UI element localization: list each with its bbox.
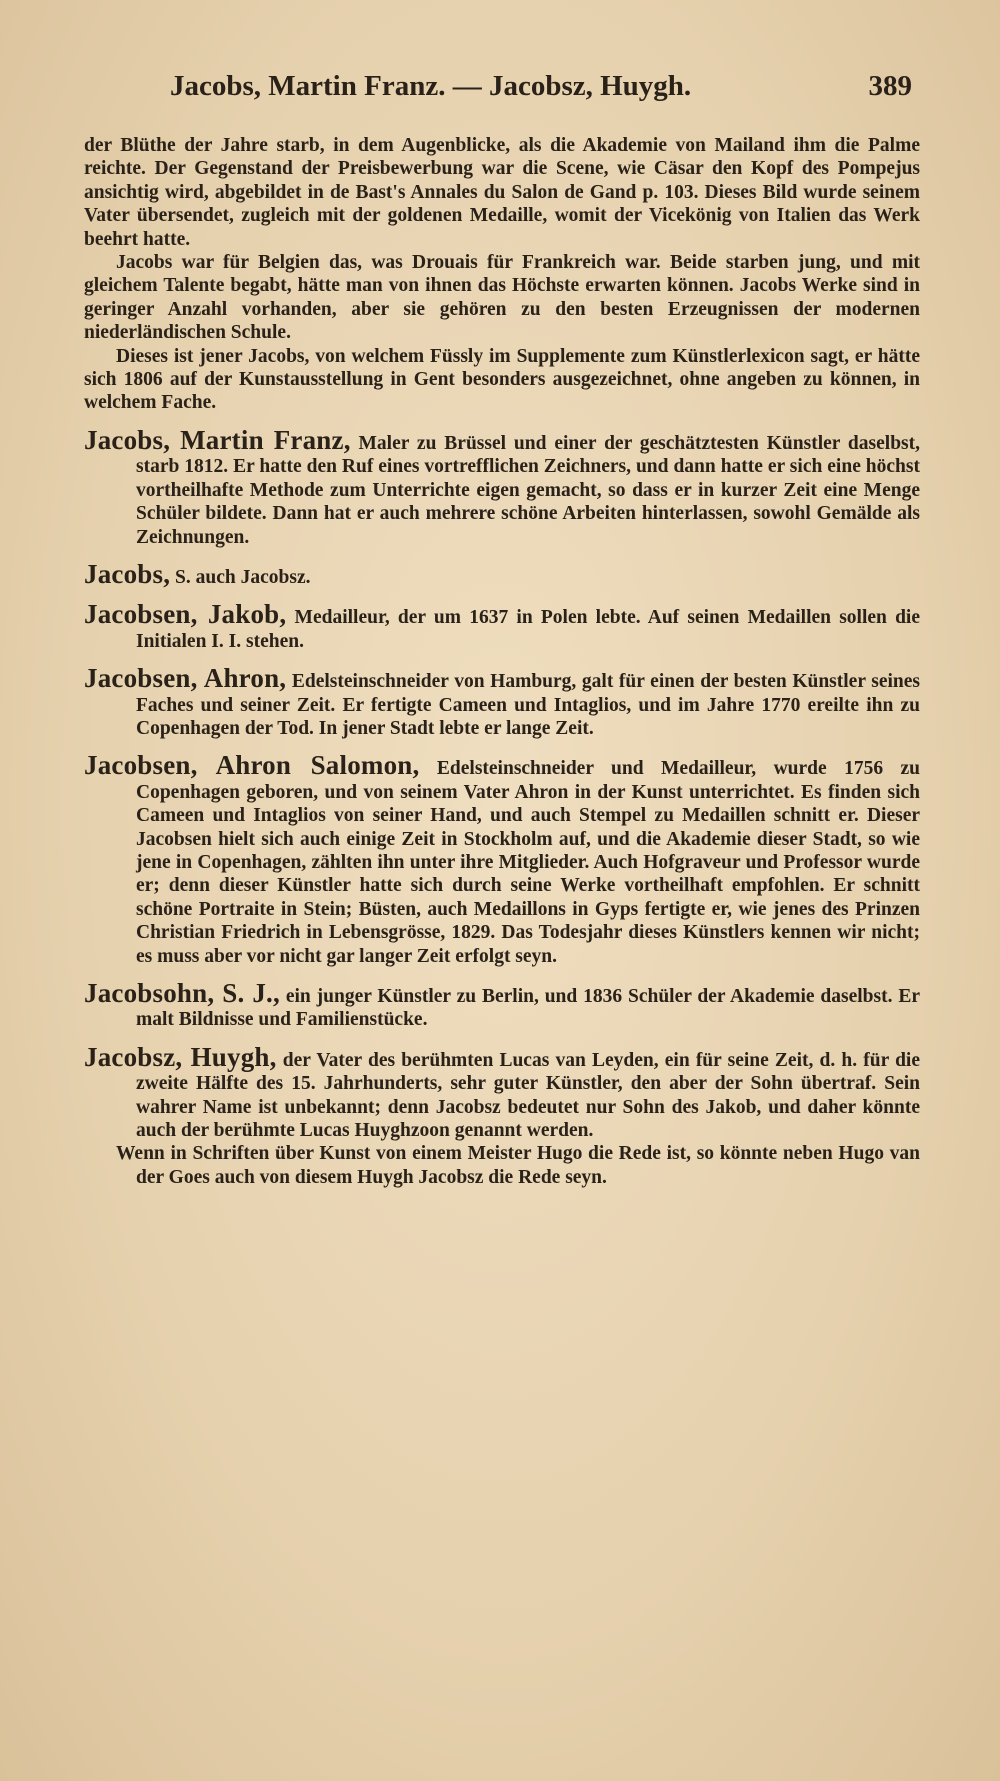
entry-headword: Jacobsen, Ahron Salomon, xyxy=(84,750,420,781)
running-head: Jacobs, Martin Franz. — Jacobsz, Huygh. xyxy=(170,70,692,102)
entry-jacobsohn xyxy=(84,978,920,1032)
entry-headword: Jacobsen, Ahron, xyxy=(84,663,287,694)
entry-jacobs-see-also xyxy=(84,558,920,589)
entry-headword: Jacobs, Martin Franz, xyxy=(84,424,351,455)
entry-jacobsen-jakob xyxy=(84,599,920,653)
entry-jacobsen-ahron-salomon xyxy=(84,750,920,968)
entry-text: Edelsteinschneider von Hamburg, galt für einen der besten Künstler seines Faches und seiner Zeit. Er fertigte Cameen und Intaglios, und im Jahre 1770 ereilte ihn zu Copenhagen der Tod. In jener Stadt lebte er lange Zeit. xyxy=(136,671,920,739)
entry-text: Edelsteinschneider und Medailleur, wurde 1756 zu Copenhagen geboren, und von seinem Vater Ahron in der Kunst unterrichtet. Es finden sich Cameen und Intaglios von seiner Hand, und auch Stempel zu Medaillen schnitt er. Dieser Jacobsen hielt sich auch einige Zeit in Stockholm auf, und die Akademie dieser Stadt, so wie jene in Copenhagen, zählten ihn unter ihre Mitglieder. Auch Hofgraveur und Professor wurde er; denn dieser Künstler hatte sich durch seine Werke vortheilhaft empfohlen. Er schnitt schöne Portraite in Stein; Büsten, auch Medaillons in Gyps fertigte er, wie jenes des Prinzen Christian Friedrich in Lebensgrösse, 1829. Das Todesjahr dieses Künstlers kennen wir nicht; es muss aber vor nicht gar langer Zeit erfolgt seyn. xyxy=(136,758,920,967)
continuation-paragraph: Jacobs war für Belgien das, was Drouais für Frankreich war. Beide starben jung, und mit gleichem Talente begabt, hätte man von ihnen das Höchste erwarten können. Jacobs Werke sind in geringer Anzahl vorhanden, aber sie gehören zu den besten Erzeugnissen der modernen niederländischen Schule. xyxy=(84,252,920,344)
page-number: 389 xyxy=(868,70,912,102)
continuation-paragraph: der Blüthe der Jahre starb, in dem Augenblicke, als die Akademie von Mailand ihm die Palme reichte. Der Gegenstand der Preisbewerbung war die Scene, wie Cäsar den Kopf des Pompejus ansichtig wird, abgebildet in de Bast's Annales du Salon de Gand p. 103. Dieses Bild wurde seinem Vater übersendet, zugleich mit der goldenen Medaille, womit der Vicekönig von Italien das Werk beehrt hatte. xyxy=(84,135,920,250)
entry-headword: Jacobsen, Jakob, xyxy=(84,599,287,630)
entry-text: Wenn in Schriften über Kunst von einem Meister Hugo die Rede ist, so könnte neben Hugo van der Goes auch von diesem Huygh Jacobsz die Rede seyn. xyxy=(116,1143,920,1188)
continuation-paragraph: Dieses ist jener Jacobs, von welchem Füssly im Supplemente zum Künstlerlexicon sagt, er hätte sich 1806 auf der Kunstausstellung in Gent besonders ausgezeichnet, ohne angeben zu können, in welchem Fache. xyxy=(84,345,920,414)
entry-text: Maler zu Brüssel und einer der geschätztesten Künstler daselbst, starb 1812. Er hatte den Ruf eines vortrefflichen Zeichners, und dann hatte er sich eine höchst vortheilhafte Methode zum Unterrichte eigen gemacht, so dass er in kurzer Zeit eine Menge Schüler bildete. Dann hat er auch mehrere schöne Arbeiten hinterlassen, sowohl Gemälde als Zeichnungen. xyxy=(136,432,920,548)
entry-jacobsen-ahron xyxy=(84,663,920,740)
entry-text: ein junger Künstler zu Berlin, und 1836 Schüler der Akademie daselbst. Er malt Bildnisse und Familienstücke. xyxy=(136,986,920,1031)
page-header xyxy=(170,70,912,110)
entry-jacobs-martin-franz xyxy=(84,424,920,549)
entry-text: S. auch Jacobsz. xyxy=(175,566,311,588)
page-body xyxy=(84,134,920,1189)
entry-headword: Jacobsohn, S. J., xyxy=(84,978,280,1008)
entry-text: Medailleur, der um 1637 in Polen lebte. Auf seinen Medaillen sollen die Initialen I. I. stehen. xyxy=(136,607,920,652)
entry-text: der Vater des berühmten Lucas van Leyden, ein für seine Zeit, d. h. für die zweite Hälfte des 15. Jahrhunderts, sehr guter Künstler, den aber der Sohn übertraf. Sein wahrer Name ist unbekannt; denn Jacobsz bedeutet nur Sohn des Jakob, und daher könnte auch der berühmte Lucas Huyghzoon genannt werden. xyxy=(136,1049,920,1142)
entry-jacobsz-huygh xyxy=(84,1041,920,1189)
entry-headword: Jacobs, xyxy=(84,558,171,589)
entry-headword: Jacobsz, Huygh, xyxy=(84,1041,277,1072)
